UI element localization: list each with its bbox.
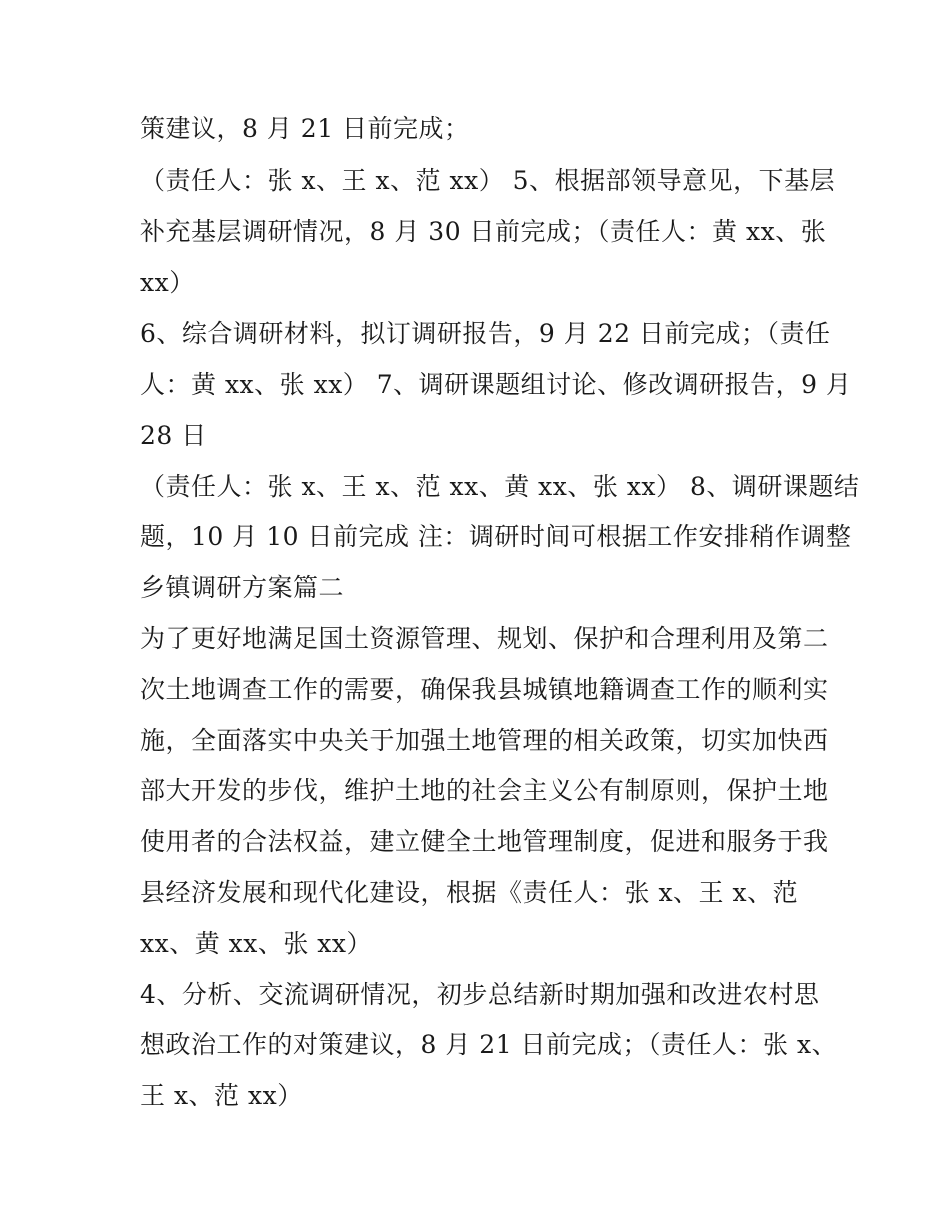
- text-line: 施，全面落实中央关于加强土地管理的相关政策，切实加快西: [140, 726, 829, 755]
- text-line: 想政治工作的对策建议，8 月 21 日前完成；（责任人：张 x、: [140, 1030, 838, 1059]
- text-line: 6、综合调研材料，拟订调研报告，9 月 22 日前完成；（责任: [140, 319, 831, 348]
- text-line: 部大开发的步伐，维护土地的社会主义公有制原则，保护土地: [140, 776, 829, 805]
- text-line: 王 x、范 xx）: [140, 1081, 303, 1110]
- text-line: 题，10 月 10 日前完成 注：调研时间可根据工作安排稍作调整: [140, 522, 852, 551]
- text-line: 县经济发展和现代化建设，根据《责任人：张 x、王 x、范: [140, 878, 799, 907]
- text-line: xx）: [140, 268, 195, 297]
- text-line: 补充基层调研情况，8 月 30 日前完成；（责任人：黄 xx、张: [140, 217, 827, 246]
- text-line: 次土地调查工作的需要，确保我县城镇地籍调查工作的顺利实: [140, 675, 829, 704]
- text-line: 4、分析、交流调研情况，初步总结新时期加强和改进农村思: [140, 980, 820, 1009]
- text-line: xx、黄 xx、张 xx）: [140, 929, 372, 958]
- text-line: 为了更好地满足国土资源管理、规划、保护和合理利用及第二: [140, 624, 829, 653]
- text-line: 策建议，8 月 21 日前完成；: [140, 114, 470, 143]
- text-line: （责任人：张 x、王 x、范 xx、黄 xx、张 xx） 8、调研课题结: [140, 472, 860, 501]
- text-line: 28 日: [140, 421, 207, 450]
- section-heading: 乡镇调研方案篇二: [140, 573, 345, 602]
- text-line: （责任人：张 x、王 x、范 xx） 5、根据部领导意见，下基层: [140, 166, 836, 195]
- text-line: 使用者的合法权益，建立健全土地管理制度，促进和服务于我: [140, 827, 829, 856]
- text-line: 人：黄 xx、张 xx） 7、调研课题组讨论、修改调研报告，9 月: [140, 370, 852, 399]
